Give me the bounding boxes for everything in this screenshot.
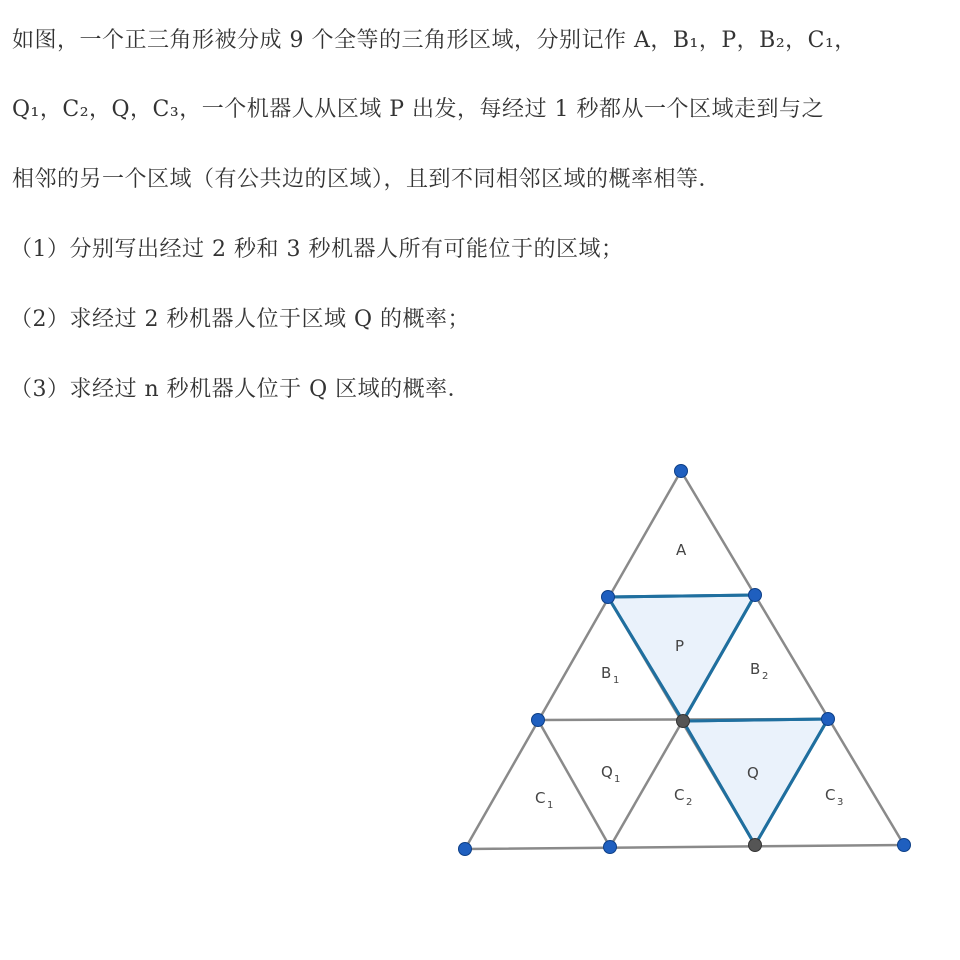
vertex-bottom-left	[459, 843, 472, 856]
problem-line-1: 如图，一个正三角形被分成 9 个全等的三角形区域，分别记作 A，B₁，P，B₂，C₁，	[12, 28, 857, 53]
label-a: A	[676, 541, 687, 559]
vertex-middle-left	[532, 714, 545, 727]
slant-line-2	[538, 720, 610, 847]
problem-line-2: Q₁，C₂，Q，C₃，一个机器人从区域 P 出发，每经过 1 秒都从一个区域走到与之	[12, 97, 824, 122]
question-2: （2）求经过 2 秒机器人位于区域 Q 的概率；	[10, 307, 471, 332]
label-c1: C	[535, 789, 546, 807]
label-c3-sub: 3	[837, 797, 844, 808]
vertex-bottom-center-right	[749, 839, 762, 852]
label-b1: B	[601, 664, 612, 682]
question-3: （3）求经过 n 秒机器人位于 Q 区域的概率．	[10, 377, 471, 402]
vertex-middle-center	[677, 715, 690, 728]
label-q1-sub: 1	[614, 774, 621, 785]
label-b1-sub: 1	[613, 675, 620, 686]
vertex-upper-left	[602, 591, 615, 604]
label-c2-sub: 2	[686, 797, 693, 808]
question-1: （1）分别写出经过 2 秒和 3 秒机器人所有可能位于的区域；	[10, 237, 624, 262]
label-b2-sub: 2	[762, 671, 769, 682]
label-p: P	[675, 637, 685, 655]
label-c3: C	[825, 786, 836, 804]
label-c1-sub: 1	[547, 800, 554, 811]
label-q1: Q	[601, 763, 613, 781]
vertex-upper-right	[749, 589, 762, 602]
vertex-bottom-right	[898, 839, 911, 852]
region-p-highlight	[608, 595, 755, 721]
problem-line-3: 相邻的另一个区域（有公共边的区域），且到不同相邻区域的概率相等．	[12, 167, 722, 192]
label-c2: C	[674, 786, 685, 804]
vertex-bottom-center-left	[604, 841, 617, 854]
vertex-middle-right	[822, 713, 835, 726]
label-q: Q	[747, 764, 759, 782]
label-b2: B	[750, 660, 761, 678]
region-q-highlight	[683, 719, 828, 845]
vertex-top	[675, 465, 688, 478]
